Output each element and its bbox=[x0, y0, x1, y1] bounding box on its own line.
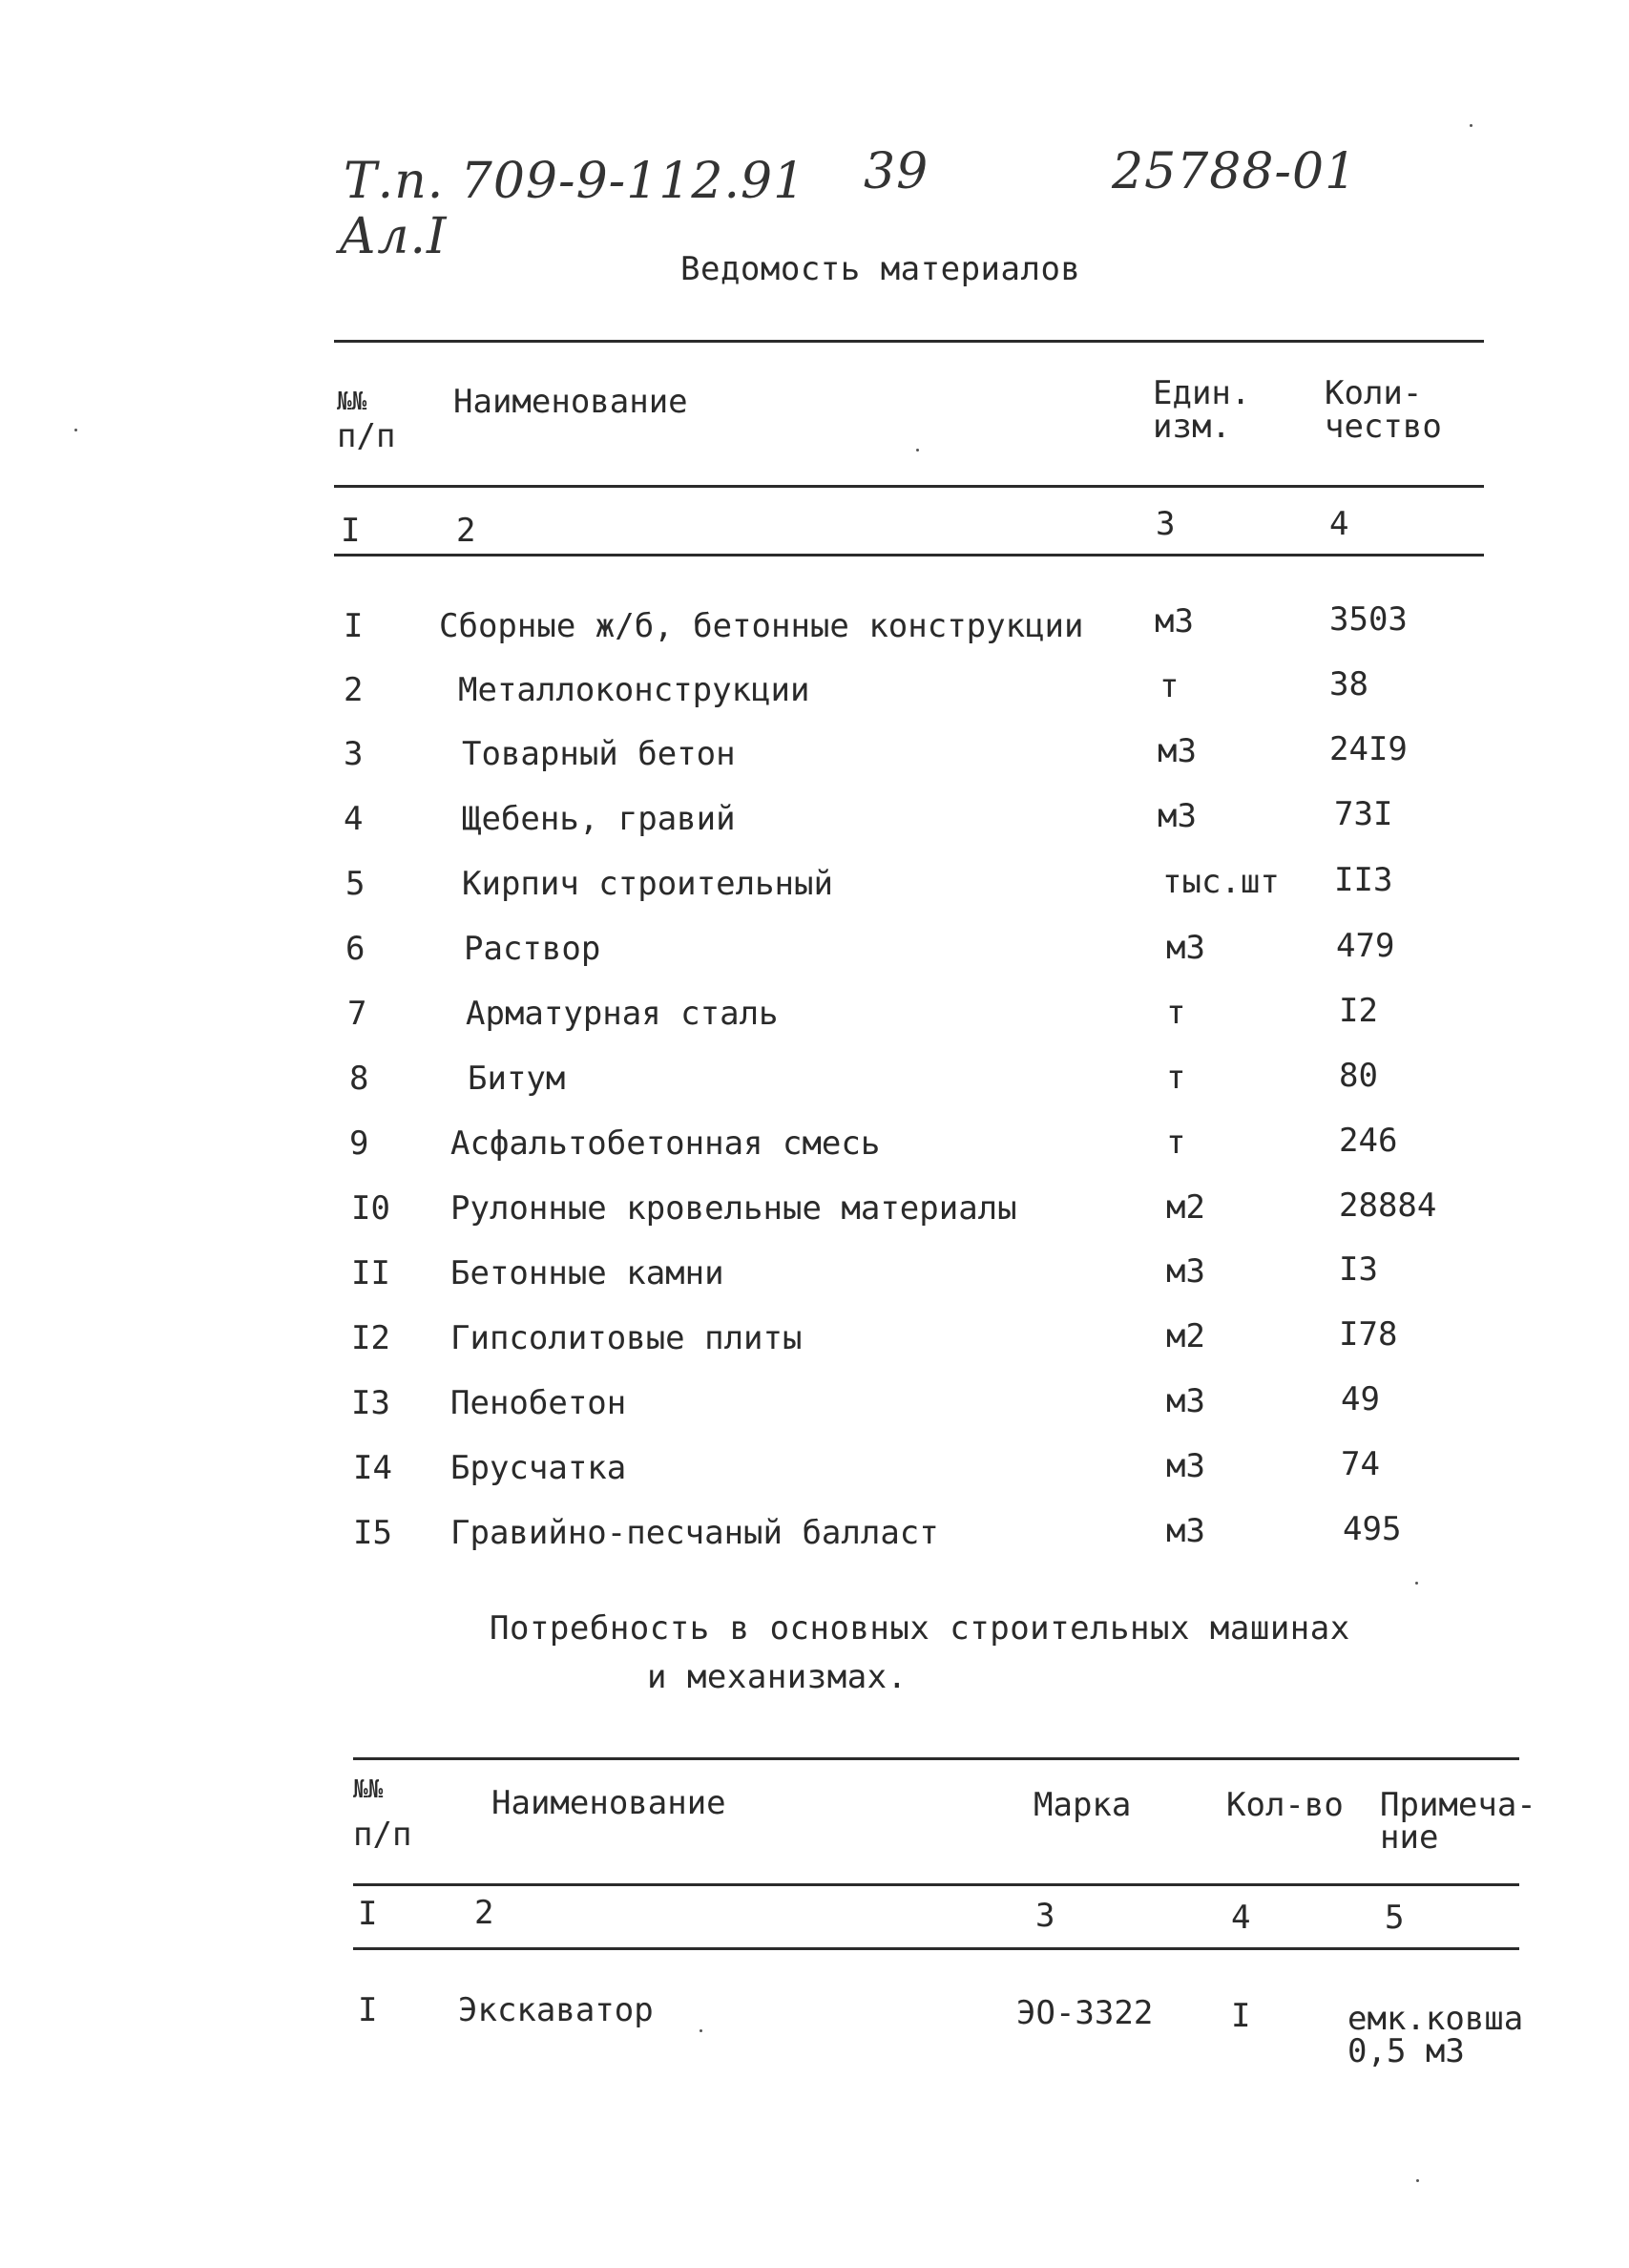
row-qty: 49 bbox=[1341, 1380, 1380, 1418]
row-number: 3 bbox=[344, 735, 364, 773]
row-qty: 3503 bbox=[1329, 600, 1408, 639]
row-name: Брусчатка bbox=[450, 1449, 627, 1487]
row-mark: ЭО-3322 bbox=[1016, 1994, 1154, 2032]
m-header-name: Наименование bbox=[491, 1784, 726, 1822]
scan-speck bbox=[916, 449, 919, 452]
row-number: II bbox=[351, 1254, 390, 1292]
row-qty: I3 bbox=[1339, 1250, 1378, 1289]
row-note-line-1: емк.ковша bbox=[1347, 2000, 1524, 2038]
header-num: №№ bbox=[337, 388, 367, 416]
scan-speck bbox=[1416, 2179, 1419, 2182]
row-unit: т bbox=[1166, 1124, 1186, 1162]
row-name: Арматурная сталь bbox=[466, 995, 779, 1033]
row-qty: II3 bbox=[1334, 861, 1393, 899]
header-name: Наименование bbox=[453, 383, 688, 421]
row-qty: 495 bbox=[1343, 1510, 1402, 1548]
row-unit: м3 bbox=[1166, 1512, 1205, 1550]
materials-header-rule bbox=[334, 485, 1484, 488]
m-col-index-5: 5 bbox=[1385, 1899, 1405, 1937]
row-number: I5 bbox=[353, 1514, 392, 1552]
row-number: 4 bbox=[344, 800, 364, 838]
m-header-note: Примеча- bbox=[1380, 1786, 1536, 1824]
col-index-4: 4 bbox=[1329, 505, 1349, 543]
header-unit: Един. bbox=[1153, 374, 1251, 412]
row-unit: м3 bbox=[1166, 1447, 1205, 1485]
row-name: Кирпич строительный bbox=[462, 865, 833, 903]
row-unit: м3 bbox=[1166, 1252, 1205, 1291]
row-unit: м3 bbox=[1166, 929, 1205, 967]
header-unit-sub: изм. bbox=[1153, 408, 1231, 446]
row-qty: 24I9 bbox=[1329, 730, 1408, 768]
row-qty: 38 bbox=[1329, 665, 1368, 704]
sheet-number: 39 bbox=[864, 143, 929, 200]
scan-speck bbox=[1470, 124, 1472, 127]
row-number: I4 bbox=[353, 1449, 392, 1487]
row-qty: I2 bbox=[1339, 992, 1378, 1030]
row-qty: 74 bbox=[1341, 1445, 1380, 1483]
row-name: Бетонные камни bbox=[450, 1254, 724, 1292]
row-number: 2 bbox=[344, 671, 364, 709]
header-qty: Коли- bbox=[1325, 374, 1423, 412]
row-unit: м3 bbox=[1155, 602, 1194, 640]
row-unit: м3 bbox=[1158, 732, 1197, 770]
row-qty: I bbox=[1231, 1997, 1251, 2035]
row-qty: 246 bbox=[1339, 1122, 1398, 1160]
machines-title-line-1: Потребность в основных строительных машинах bbox=[490, 1609, 1350, 1648]
album-label: Ал.I bbox=[339, 208, 448, 265]
row-name: Металлоконструкции bbox=[458, 671, 810, 709]
m-header-num-sub: п/п bbox=[353, 1816, 412, 1854]
row-name: Пенобетон bbox=[450, 1384, 627, 1422]
col-index-2: 2 bbox=[456, 512, 476, 550]
machines-index-rule bbox=[353, 1947, 1519, 1950]
row-number: 7 bbox=[347, 995, 367, 1033]
row-number: I2 bbox=[351, 1319, 390, 1357]
m-header-qty: Кол-во bbox=[1226, 1786, 1344, 1824]
m-col-index-2: 2 bbox=[474, 1894, 494, 1932]
row-name: Раствор bbox=[464, 930, 601, 968]
row-note-line-2: 0,5 м3 bbox=[1347, 2032, 1465, 2070]
m-col-index-4: 4 bbox=[1231, 1899, 1251, 1937]
col-index-1: I bbox=[341, 512, 361, 550]
m-col-index-3: 3 bbox=[1035, 1897, 1055, 1935]
row-name: Экскаватор bbox=[458, 1991, 654, 2029]
row-name: Асфальтобетонная смесь bbox=[450, 1124, 881, 1163]
row-unit: т bbox=[1166, 994, 1186, 1032]
row-name: Рулонные кровельные материалы bbox=[450, 1189, 1017, 1228]
machines-title-line-2: и механизмах. bbox=[647, 1658, 908, 1696]
m-header-note-sub: ние bbox=[1380, 1818, 1439, 1857]
materials-title: Ведомость материалов bbox=[680, 250, 1081, 288]
row-qty: 479 bbox=[1336, 927, 1395, 965]
machines-header-rule bbox=[353, 1883, 1519, 1886]
row-unit: м3 bbox=[1166, 1382, 1205, 1420]
m-col-index-1: I bbox=[358, 1895, 378, 1933]
row-name: Битум bbox=[468, 1060, 566, 1098]
materials-index-rule bbox=[334, 554, 1484, 556]
row-number: 5 bbox=[345, 865, 365, 903]
row-number: 9 bbox=[349, 1124, 369, 1163]
row-unit: т bbox=[1166, 1059, 1186, 1097]
row-qty: I78 bbox=[1339, 1315, 1398, 1354]
materials-top-rule bbox=[334, 340, 1484, 343]
row-name: Сборные ж/б, бетонные конструкции bbox=[439, 607, 1084, 645]
m-header-num: №№ bbox=[353, 1775, 384, 1804]
row-unit: т bbox=[1159, 667, 1180, 705]
row-qty: 80 bbox=[1339, 1057, 1378, 1095]
row-unit: тыс.шт bbox=[1162, 863, 1280, 901]
row-name: Щебень, гравий bbox=[462, 800, 736, 838]
row-number: I bbox=[358, 1991, 378, 2029]
row-unit: м2 bbox=[1166, 1317, 1205, 1355]
document-code: 25788-01 bbox=[1112, 143, 1358, 200]
row-number: 6 bbox=[345, 930, 365, 968]
row-number: I0 bbox=[351, 1189, 390, 1228]
row-unit: м3 bbox=[1158, 797, 1197, 835]
scan-speck bbox=[74, 429, 77, 431]
col-index-3: 3 bbox=[1156, 505, 1176, 543]
row-unit: м2 bbox=[1166, 1188, 1205, 1227]
row-number: 8 bbox=[349, 1060, 369, 1098]
row-qty: 28884 bbox=[1339, 1186, 1437, 1225]
scan-speck bbox=[1415, 1582, 1418, 1585]
row-number: I bbox=[344, 607, 364, 645]
project-reference: Т.п. 709-9-112.91 bbox=[344, 153, 806, 210]
machines-top-rule bbox=[353, 1757, 1519, 1760]
row-number: I3 bbox=[351, 1384, 390, 1422]
row-name: Гравийно-песчаный балласт bbox=[450, 1514, 939, 1552]
m-header-mark: Марка bbox=[1034, 1786, 1132, 1824]
row-qty: 73I bbox=[1334, 795, 1393, 833]
row-name: Товарный бетон bbox=[462, 735, 736, 773]
header-num-sub: п/п bbox=[337, 417, 396, 455]
header-qty-sub: чество bbox=[1325, 408, 1442, 446]
scan-speck bbox=[700, 2029, 702, 2032]
row-name: Гипсолитовые плиты bbox=[450, 1319, 803, 1357]
